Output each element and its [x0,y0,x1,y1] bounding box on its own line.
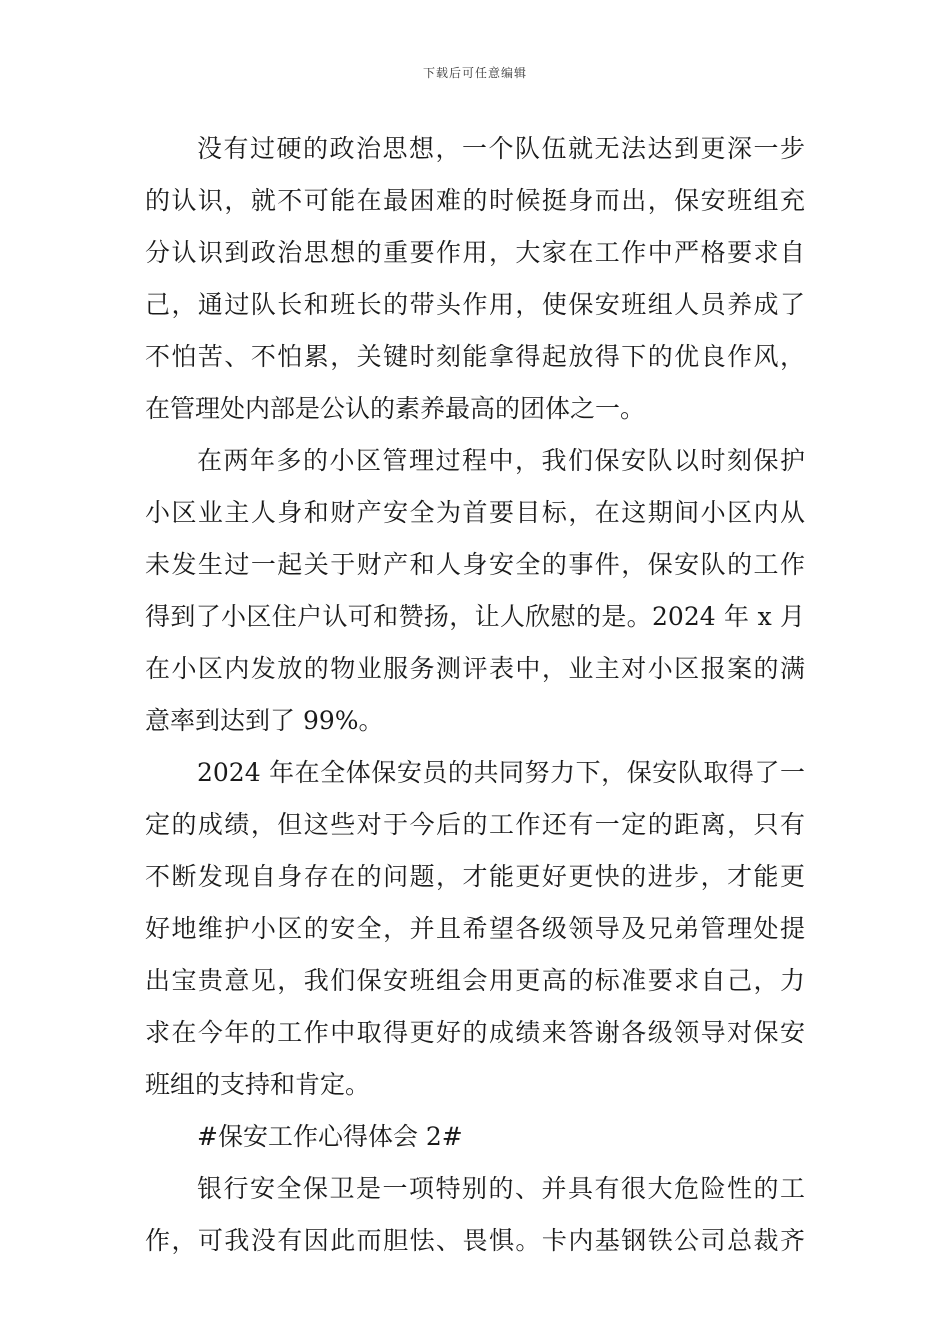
text-line: 定的成绩，但这些对于今后的工作还有一定的距离，只有 [145,810,805,839]
text-line: 求在今年的工作中取得更好的成绩来答谢各级领导对保安 [145,1018,805,1047]
page-header: 下载后可任意编辑 [422,66,527,80]
text-line: 得到了小区住户认可和赞扬，让人欣慰的是。2024 年 x 月 [145,602,805,631]
document-body [145,123,805,1267]
text-line: 意率到达到了 99%。 [145,706,384,735]
text-line: 己，通过队长和班长的带头作用，使保安班组人员养成了 [145,290,805,319]
text-line: 未发生过一起关于财产和人身安全的事件，保安队的工作 [145,550,805,579]
text-line: 不断发现自身存在的问题，才能更好更快的进步，才能更 [145,862,805,891]
text-line: 作，可我没有因此而胆怯、畏惧。卡内基钢铁公司总裁齐 [145,1226,805,1255]
text-line: 班组的支持和肯定。 [145,1070,371,1099]
text-line: 没有过硬的政治思想，一个队伍就无法达到更深一步 [197,134,805,163]
text-line: 的认识，就不可能在最困难的时候挺身而出，保安班组充 [145,186,805,215]
text-line: 出宝贵意见，我们保安班组会用更高的标准要求自己，力 [145,966,805,995]
text-line: 分认识到政治思想的重要作用，大家在工作中严格要求自 [145,238,805,267]
text-line: 小区业主人身和财产安全为首要目标，在这期间小区内从 [145,498,805,527]
text-line: 在管理处内部是公认的素养最高的团体之一。 [145,394,646,423]
text-line: 不怕苦、不怕累，关键时刻能拿得起放得下的优良作风， [145,342,805,371]
text-line: 在两年多的小区管理过程中，我们保安队以时刻保护 [197,446,805,475]
text-line: #保安工作心得体会 2# [197,1122,463,1151]
text-line: 银行安全保卫是一项特别的、并具有很大危险性的工 [197,1174,805,1203]
text-line: 在小区内发放的物业服务测评表中，业主对小区报案的满 [145,654,805,683]
text-line: 2024 年在全体保安员的共同努力下，保安队取得了一 [197,758,805,787]
text-line: 好地维护小区的安全，并且希望各级领导及兄弟管理处提 [145,914,805,943]
